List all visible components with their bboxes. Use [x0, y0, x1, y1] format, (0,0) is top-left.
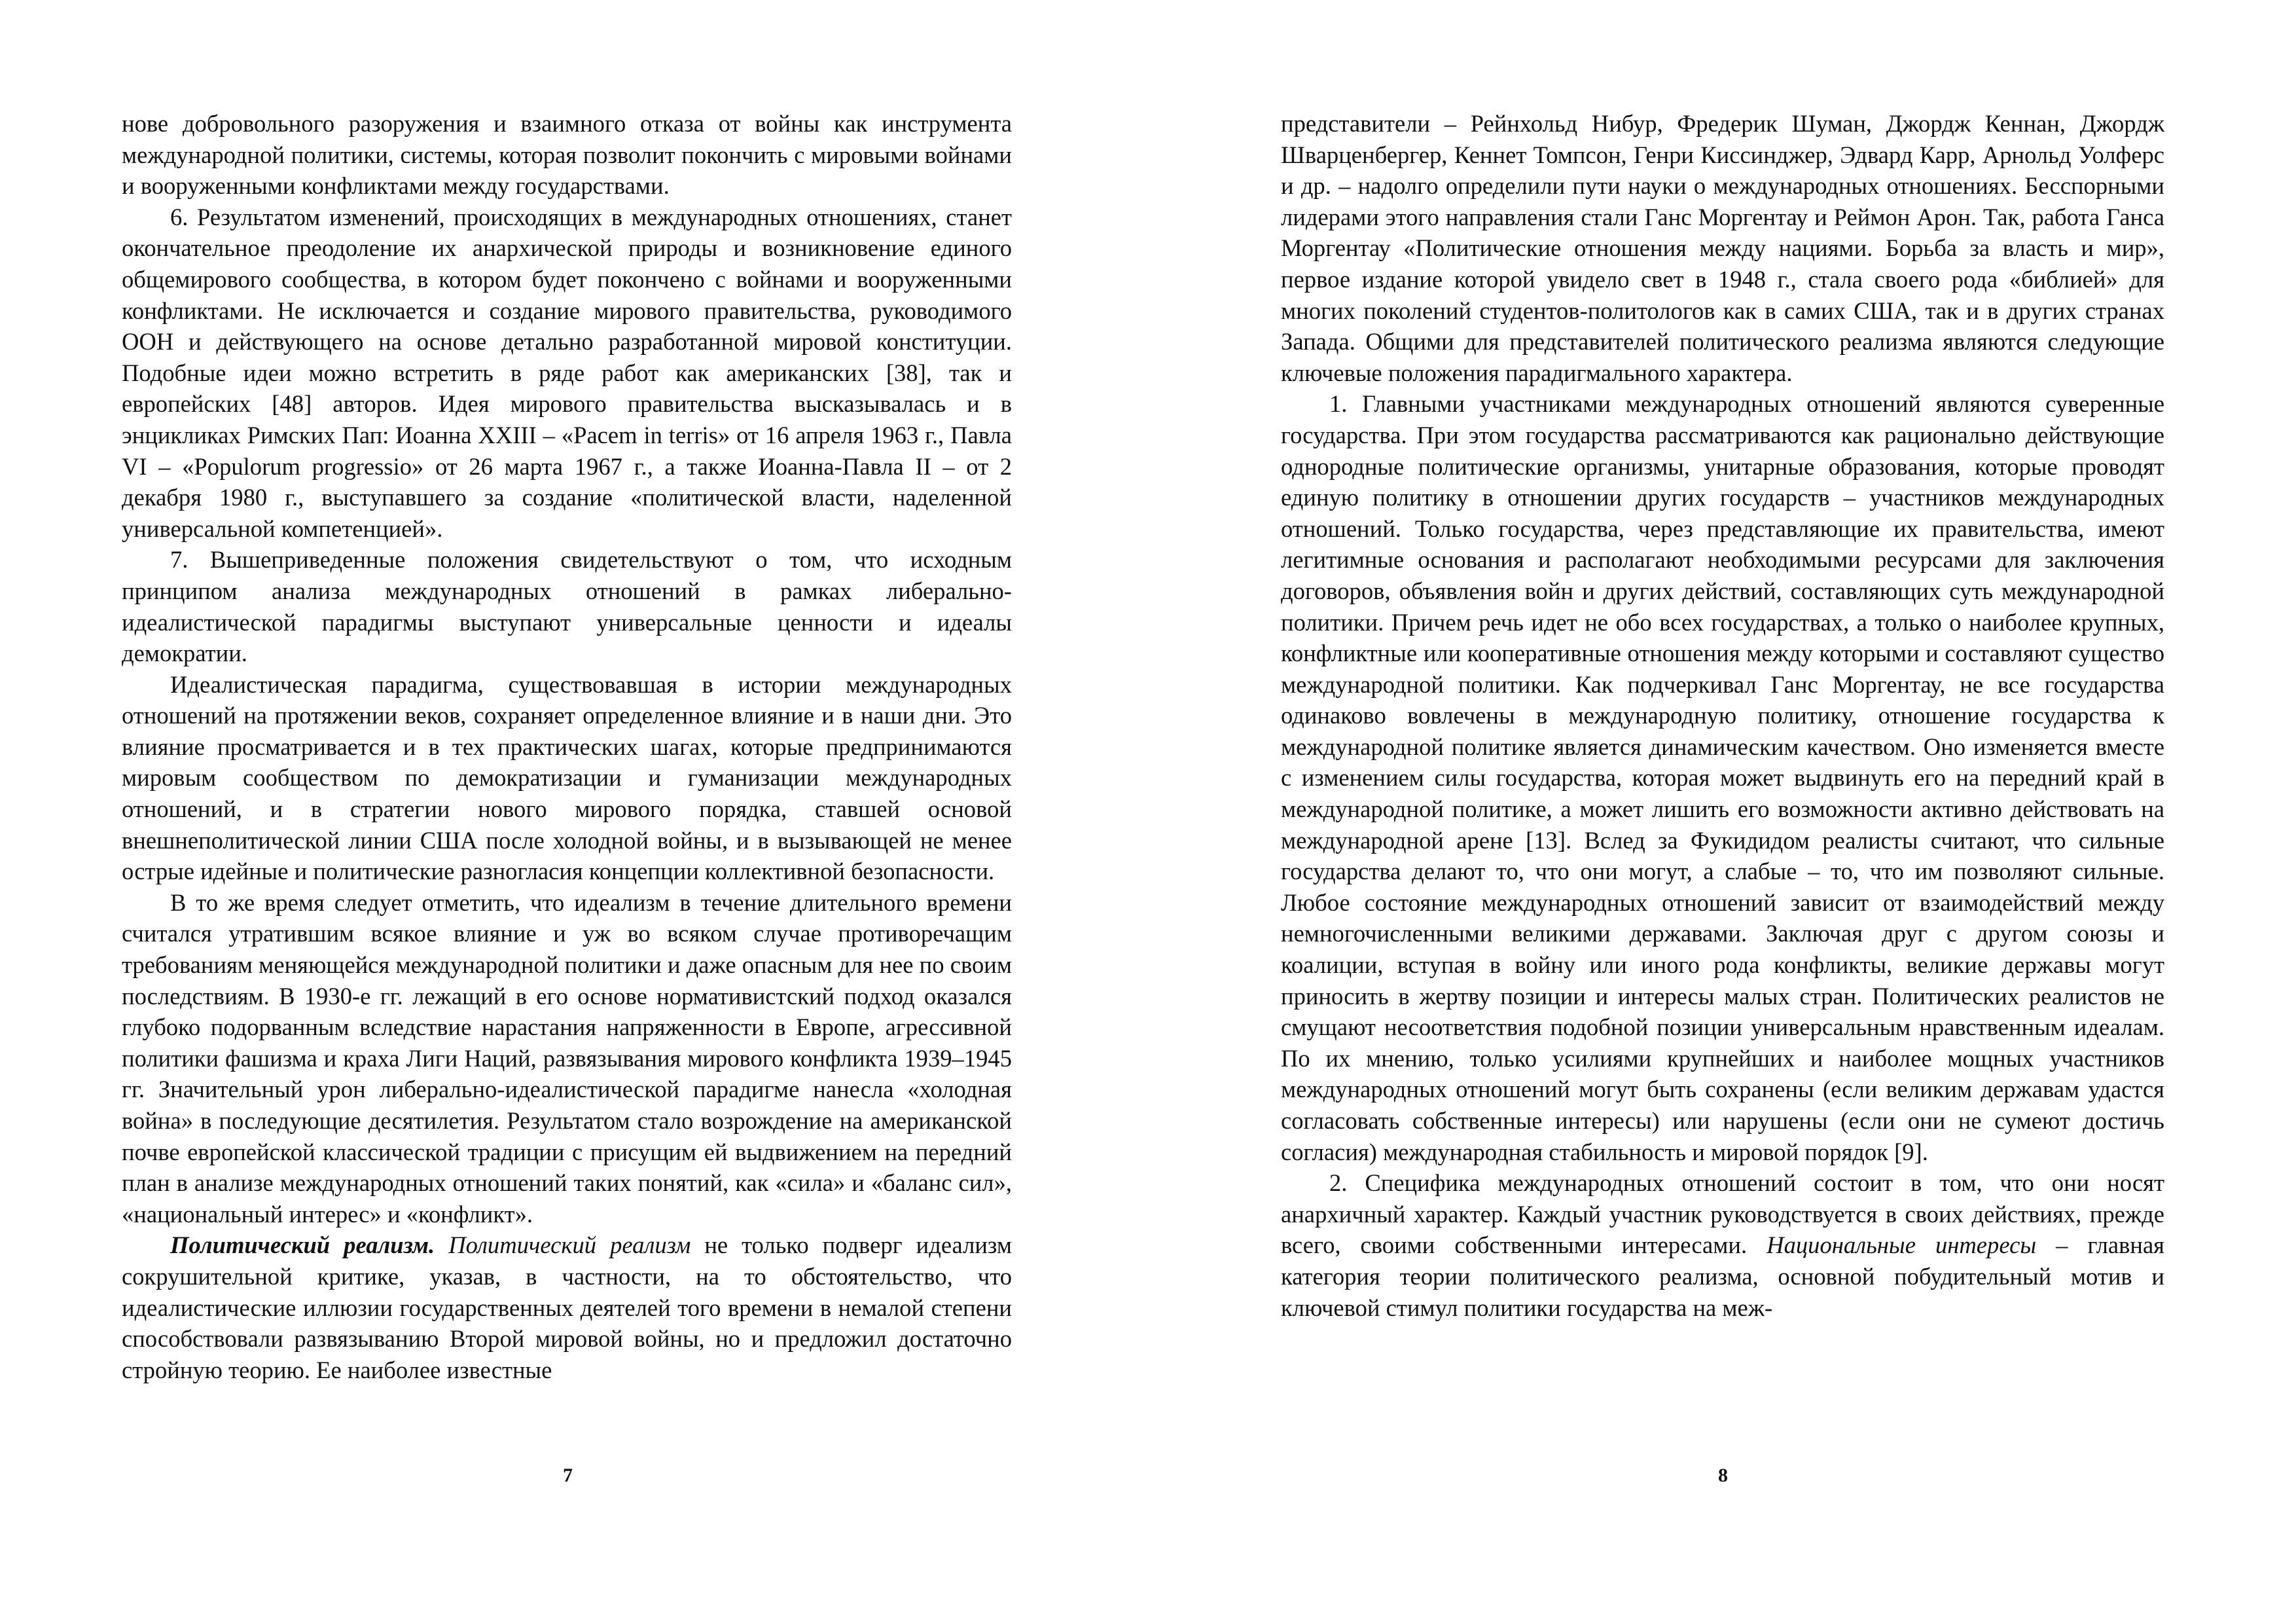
right-paragraph-3-text: – главная категория теории политического реализма, основной побудительный мотив и ключевой стимул политики государства на меж-: [1281, 1231, 2165, 1321]
section-heading-political-realism: Политический реализм.: [170, 1231, 435, 1259]
right-page: [1281, 108, 2164, 1323]
left-paragraph-1: нове добровольного разоружения и взаимного отказа от войны как инструмента международной политики, системы, которая позволит покончить с мировыми войнами и вооруженными конфликтами между государствами.: [122, 110, 1012, 200]
left-paragraph-3: 7. Вышеприведенные положения свидетельствуют о том, что исходным принципом анализа международных отношений в рамках либерально-идеалистической парадигмы выступают универсальные ценности и идеалы демократии.: [122, 546, 1012, 667]
right-paragraph-2: 1. Главными участниками международных отношений являются суверенные государства. При этом государства рассматриваются как рационально действующие однородные политические организмы, унитарные образования, которые проводят единую политику в отношении других государств – участников международных отношений. Только государства, через представляющие их правительства, имеют легитимные основания и располагают необходимыми ресурсами для заключения договоров, объявления войн и других действий, составляющих суть международной политики. Причем речь идет не обо всех государствах, а только о наиболее крупных, конфликтные или кооперативные отношения между которыми и составляют существо международной политики. Как подчеркивал Ганс Моргентау, не все государства одинаково вовлечены в международную политику, отношение государства к международной политике является динамическим качеством. Оно изменяется вместе с изменением силы государства, которая может выдвинуть его на передний край в международной политике, а может лишить его возможности активно действовать на международной арене [13]. Вслед за Фукидидом реалисты считают, что сильные государства делают то, что они могут, а слабые – то, что им позволяют сильные. Любое состояние международных отношений зависит от взаимодействий между немногочисленными великими державами. Заключая друг с другом союзы и коалиции, вступая в войну или иного рода конфликты, великие державы могут приносить в жертву позиции и интересы малых стран. Политических реалистов не смущают несоответствия подобной позиции универсальным нравственным идеалам. По их мнению, только усилиями крупнейших и наиболее мощных участников международных отношений могут быть сохранены (если великим державам удастся согласовать собственные интересы) или нарушены (если они не сумеют достичь согласия) международная стабильность и мировой порядок [9].: [1281, 390, 2164, 1165]
left-paragraph-4: Идеалистическая парадигма, существовавшая в истории международных отношений на протяжении веков, сохраняет определенное влияние и в наши дни. Это влияние просматривается и в тех практических шагах, которые предпринимаются мировым сообществом по демократизации и гуманизации международных отношений, и в стратегии нового мирового порядка, ставшей основой внешнеполитической линии США после холодной войны, и в вызывающей не менее острые идейные и политические разногласия концепции коллективной безопасности.: [122, 670, 1012, 885]
right-paragraph-3-lead: 2. Специфика международных отношений состоит в том, что они носят анархичный характер. Каждый участник руководствуется в своих действиях, прежде всего, своими собственными интересами.: [1281, 1169, 2164, 1259]
left-paragraph-6: [122, 1230, 1012, 1385]
page-number-left: 7: [563, 1465, 573, 1486]
right-paragraph-1: представители – Рейнхольд Нибур, Фредерик Шуман, Джордж Кеннан, Джордж Шварценбергер, Кеннет Томпсон, Генри Киссинджер, Эдвард Карр, Арнольд Уолферс и др. – надолго определили пути науки о международных отношениях. Бесспорными лидерами этого направления стали Ганс Моргентау и Реймон Арон. Так, работа Ганса Моргентау «Политические отношения между нациями. Борьба за власть и мир», первое издание которой увидело свет в 1948 г., стала своего рода «библией» для многих поколений студентов-политологов как в самих США, так и в других странах Запада. Общими для представителей политического реализма являются следующие ключевые положения парадигмального характера.: [1281, 110, 2164, 386]
page-number-right: 8: [1718, 1465, 1728, 1486]
left-paragraph-5: В то же время следует отметить, что идеализм в течение длительного времени считался утратившим всякое влияние и уж во всяком случае противоречащим требованиям меняющейся международной политики и даже опасным для нее по своим последствиям. В 1930-е гг. лежащий в его основе нормативистский подход оказался глубоко подорванным вследствие нарастания напряженности в Европе, агрессивной политики фашизма и краха Лиги Наций, развязывания мирового конфликта 1939–1945 гг. Значительный урон либерально-идеалистической парадигме нанесла «холодная война» в последующие десятилетия. Результатом стало возрождение на американской почве европейской классической традиции с присущим ей выдвижением на передний план в анализе международных отношений таких понятий, как «сила» и «баланс сил», «национальный интерес» и «конфликт».: [122, 888, 1012, 1228]
right-paragraph-3: [1281, 1167, 2164, 1323]
term-political-realism: Политический реализм: [448, 1231, 691, 1259]
left-paragraph-2: 6. Результатом изменений, происходящих в международных отношениях, станет окончательное преодоление их анархической природы и возникновение единого общемирового сообщества, в котором будет покончено с войнами и вооруженными конфликтами. Не исключается и создание мирового правительства, руководимого ООН и действующего на основе детально разработанной мировой конституции. Подобные идеи можно встретить в ряде работ как американских [38], так и европейских [48] авторов. Идея мирового правительства высказывалась и в энцикликах Римских Пап: Иоанна XXIII – «Pacem in terris» от 16 апреля 1963 г., Павла VI – «Populorum progressio» от 26 марта 1967 г., а также Иоанна-Павла II – от 2 декабря 1980 г., выступавшего за создание «политической власти, наделенной универсальной компетенцией».: [122, 203, 1012, 542]
left-page: [122, 108, 1012, 1385]
left-paragraph-6-text: не только подверг идеализм сокрушительной критике, указав, в частности, на то обстоятельство, что идеалистические иллюзии государственных деятелей того времени в немалой степени способствовали развязыванию Второй мировой войны, но и предложил достаточно стройную теорию. Ее наиболее известные: [122, 1231, 1012, 1383]
term-national-interests: Национальные интересы: [1767, 1231, 2037, 1259]
